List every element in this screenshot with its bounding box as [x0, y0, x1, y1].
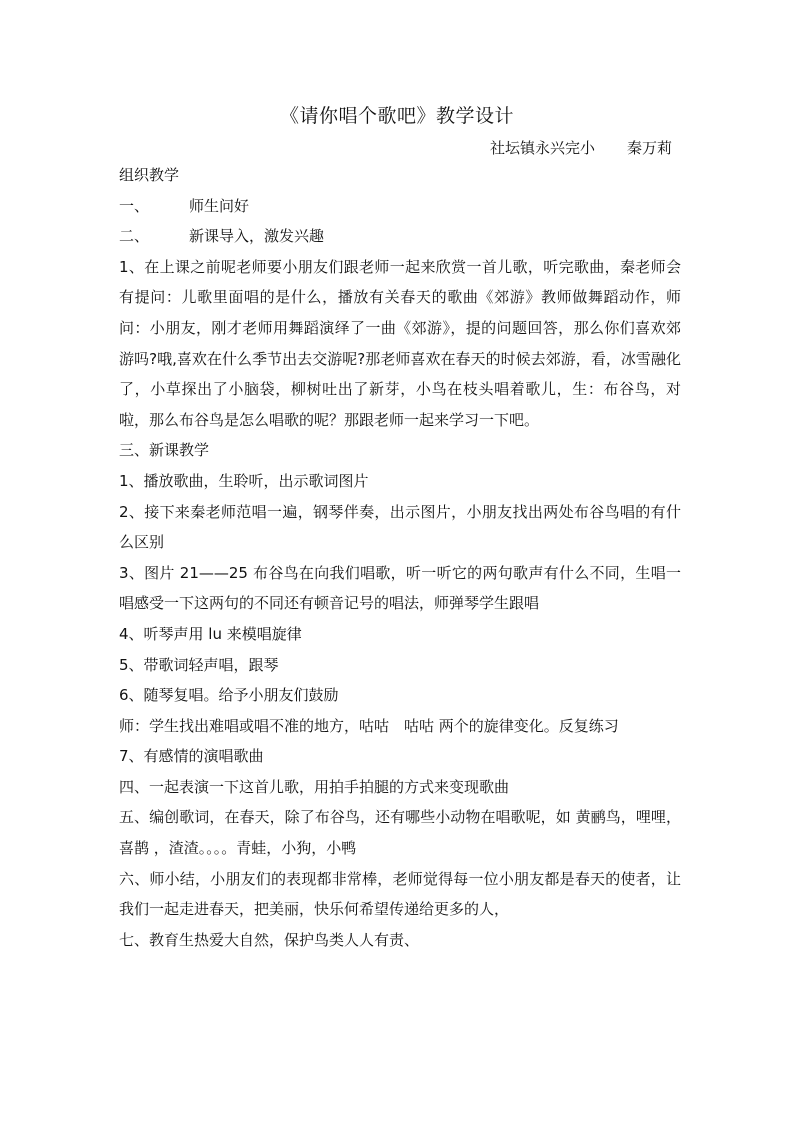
- document-title: 《请你唱个歌吧》教学设计: [279, 105, 514, 127]
- list-item: 3、图片 21——25 布谷鸟在向我们唱歌，听一听它的两句歌声有什么不同，生唱一唱感受一下这两句的不同还有顿音记号的唱法，师弹琴学生跟唱: [119, 563, 681, 613]
- numbered-heading: [119, 191, 681, 222]
- list-item: 5、带歌词轻声唱，跟琴: [119, 655, 279, 674]
- section-heading: 五、编创歌词，在春天，除了布谷鸟，还有哪些小动物在唱歌呢，如 黄鹂鸟，哩哩，喜鹊 ，渣渣。。。。青蛙，小狗，小鸭: [119, 808, 681, 858]
- section-heading: 三、新课教学: [119, 441, 210, 460]
- paragraph: 师：学生找出难唱或唱不准的地方，咕咕 咕咕 两个的旋律变化。反复练习: [119, 716, 619, 735]
- section-heading: 六、师小结，小朋友们的表现都非常棒，老师觉得每一位小朋友都是春天的使者，让我们一起走进春天，把美丽，快乐何希望传递给更多的人，: [119, 869, 681, 919]
- section-heading: 四、一起表演一下这首儿歌，用拍手拍腿的方式来变现歌曲: [119, 777, 510, 796]
- heading-number: 二、: [119, 227, 150, 246]
- list-item: 2、接下来秦老师范唱一遍，钢琴伴奏，出示图片，小朋友找出两处布谷鸟唱的有什么区别: [119, 502, 681, 552]
- author-line: [490, 136, 672, 160]
- list-item: 7、有感情的演唱歌曲: [119, 747, 264, 766]
- author-name: 秦万莉: [626, 139, 672, 157]
- section-heading: 七、教育生热爱大自然，保护鸟类人人有责、: [119, 930, 420, 949]
- document-body: [119, 160, 681, 955]
- author-school: 社坛镇永兴完小: [489, 139, 595, 157]
- heading-number: 一、: [119, 196, 150, 215]
- heading-text: 师生问好: [189, 196, 250, 215]
- list-item: 1、播放歌曲，生聆听，出示歌词图片: [119, 471, 369, 490]
- section-heading: 组织教学: [119, 166, 180, 184]
- list-item: 4、听琴声用 lu 来模唱旋律: [119, 624, 302, 643]
- heading-text: 新课导入，激发兴趣: [189, 227, 325, 246]
- list-item: 6、随琴复唱。给予小朋友们鼓励: [119, 686, 339, 705]
- paragraph: 1、在上课之前呢老师要小朋友们跟老师一起来欣赏一首儿歌，听完歌曲，秦老师会有提问：儿歌里面唱的是什么，播放有关春天的歌曲《郊游》教师做舞蹈动作，师问：小朋友，刚才老师用舞蹈演绎了一曲《郊游》，提的问题回答，那么你们喜欢郊游吗?哦,喜欢在什么季节出去交游呢?那老师喜欢在春天的时候去郊游，看，冰雪融化了，小草探出了小脑袋，柳树吐出了新芽，小鸟在枝头唱着歌儿，生：布谷鸟，对啦，那么布谷鸟是怎么唱歌的呢？那跟老师一起来学习一下吧。: [119, 257, 681, 429]
- numbered-heading: [119, 221, 681, 252]
